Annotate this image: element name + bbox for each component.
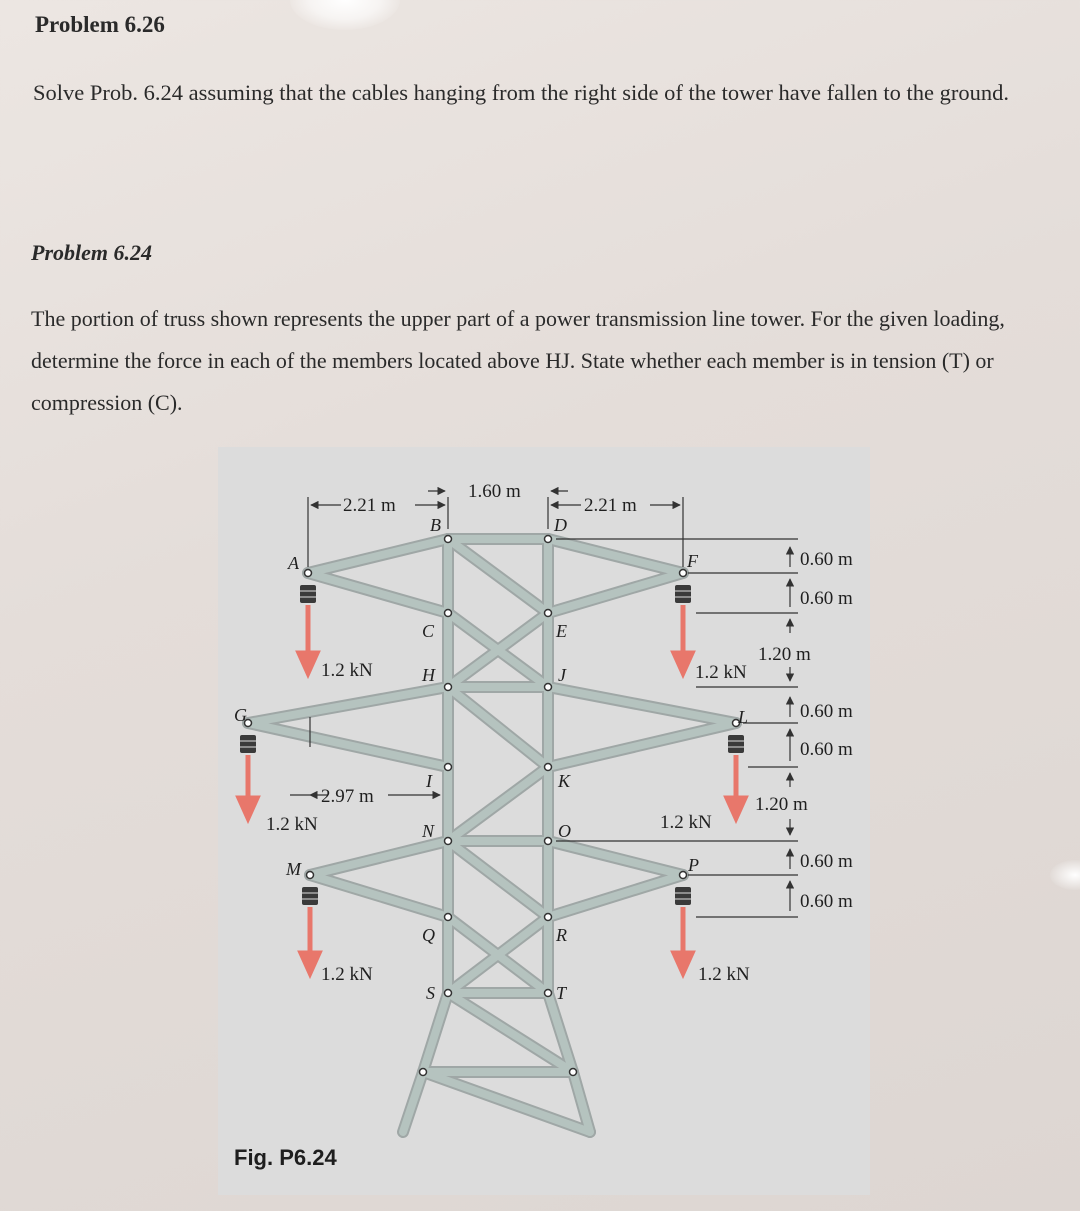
dim-f-v2: 0.60 m	[800, 588, 853, 609]
node-label-h: H	[422, 665, 435, 685]
problem-624-text: The portion of truss shown represents the upper part of a power transmission line tower. For the given loading, determine the force in each of the members located above HJ. State whether each member is in tension (T) or compression (C).	[31, 306, 1005, 415]
node-label-r: R	[556, 925, 567, 945]
node-label-k: K	[558, 771, 571, 791]
problem-626-text: Solve Prob. 6.24 assuming that the cables hanging from the right side of the tower have fallen to the ground.	[33, 80, 1010, 105]
node-label-m: M	[286, 859, 301, 879]
node-label-a: A	[288, 553, 299, 573]
dim-p-v1: 0.60 m	[800, 851, 853, 872]
load-label-p: 1.2 kN	[698, 964, 750, 985]
load-label-g: 1.2 kN	[266, 814, 318, 835]
problem-626-title: Problem 6.26	[35, 12, 165, 37]
dim-l-v2: 0.60 m	[800, 739, 853, 760]
node-label-n: N	[422, 821, 435, 841]
node-label-o: O	[558, 821, 571, 841]
dim-top-width: 1.60 m	[468, 481, 521, 502]
truss-diagram	[218, 447, 870, 1195]
light-glare	[1050, 860, 1080, 890]
light-glare	[290, 0, 400, 30]
dim-gap2: 1.20 m	[755, 794, 808, 815]
load-label-a: 1.2 kN	[321, 660, 373, 681]
dim-middle-arm: 2.97 m	[321, 786, 374, 807]
node-label-b: B	[430, 515, 441, 535]
node-label-g: G	[234, 705, 247, 725]
node-label-f: F	[687, 551, 698, 571]
load-label-m: 1.2 kN	[321, 964, 373, 985]
problem-624-title: Problem 6.24	[31, 240, 152, 265]
node-label-l: L	[738, 707, 749, 727]
node-label-d: D	[554, 515, 567, 535]
dim-right-arm: 2.21 m	[584, 495, 637, 516]
node-label-e: E	[556, 621, 567, 641]
dim-p-v2: 0.60 m	[800, 891, 853, 912]
dim-gap1: 1.20 m	[758, 644, 811, 665]
figure-caption: Fig. P6.24	[234, 1145, 337, 1170]
node-label-j: J	[558, 665, 566, 685]
dim-left-arm: 2.21 m	[343, 495, 396, 516]
node-label-i: I	[426, 771, 432, 791]
load-label-l: 1.2 kN	[660, 812, 712, 833]
truss-members-shadow	[248, 539, 736, 1132]
node-label-t: T	[556, 983, 567, 1003]
insulator-bands	[240, 591, 744, 899]
load-label-f: 1.2 kN	[695, 662, 747, 683]
insulators	[240, 585, 744, 905]
dim-f-v1: 0.60 m	[800, 549, 853, 570]
node-label-s: S	[426, 983, 435, 1003]
truss-figure	[218, 447, 870, 1195]
dim-l-v1: 0.60 m	[800, 701, 853, 722]
node-label-c: C	[422, 621, 435, 641]
node-label-q: Q	[422, 925, 435, 945]
node-label-p: P	[688, 855, 699, 875]
